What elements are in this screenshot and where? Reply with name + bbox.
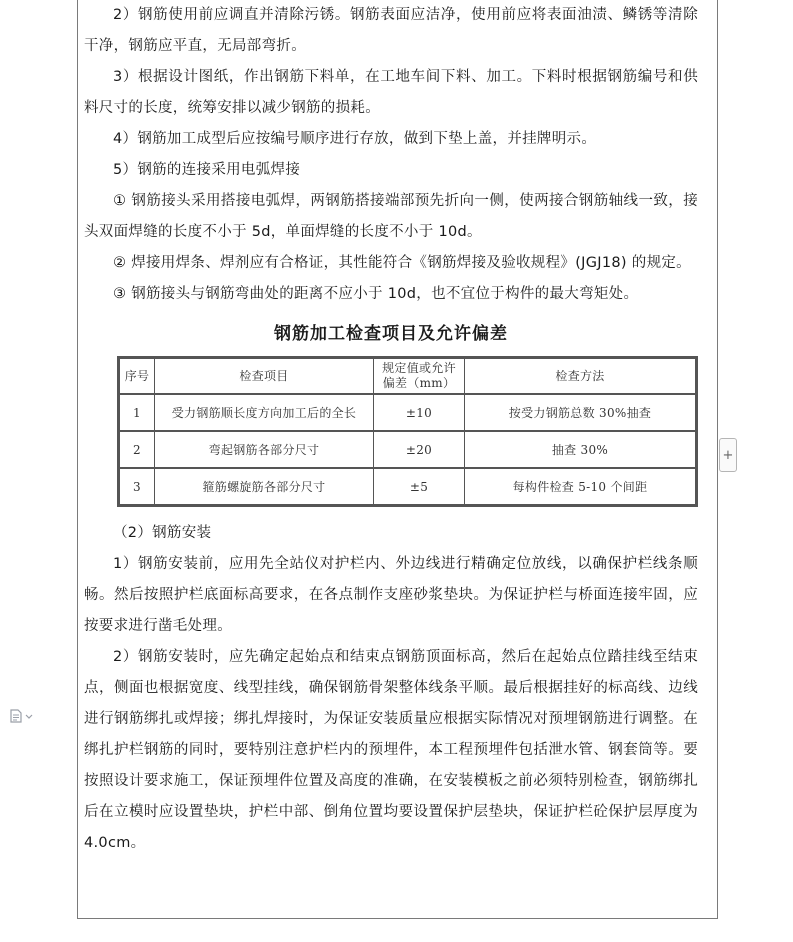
table-row: [119, 431, 697, 468]
document-icon: [9, 709, 35, 723]
cell-no: 2: [119, 431, 155, 468]
cell-deviation: ±5: [374, 468, 465, 506]
spacer: [84, 507, 698, 518]
paragraph: 2）钢筋安装时，应先确定起始点和结束点钢筋顶面标高，然后在起始点位踏挂线至结束点，侧面也根据宽度、线型挂线，确保钢筋骨架整体线条平顺。最后根据挂好的标高线、边线进行钢筋绑扎或焊接；绑扎焊接时，为保证安装质量应根据实际情况对预埋钢筋进行调整。在绑扎护栏钢筋的同时，要特别注意护栏内的预埋件，本工程预埋件包括泄水管、钢套筒等。要按照设计要求施工，保证预埋件位置及高度的准确，在安装模板之前必须特别检查，钢筋绑扎后在立模时应设置垫块，护栏中部、倒角位置均要设置保护层垫块，保证护栏砼保护层厚度为 4.0cm。: [84, 649, 698, 851]
table-title: 钢筋加工检查项目及允许偏差: [274, 324, 508, 344]
cell-item: 弯起钢筋各部分尺寸: [155, 431, 374, 468]
section-heading: （2）钢筋安装: [113, 525, 212, 541]
paragraph: 1）钢筋安装前，应用先全站仪对护栏内、外边线进行精确定位放线，以确保护栏线条顺畅。然后按照护栏底面标高要求，在各点制作支座砂浆垫块。为保证护栏与桥面连接牢固，应按要求进行凿毛处理。: [84, 556, 698, 634]
paragraph: ② 焊接用焊条、焊剂应有合格证，其性能符合《钢筋焊接及验收规程》(JGJ18) 的规定。: [113, 255, 691, 271]
header-method: 检查方法: [465, 358, 697, 395]
document-body: [84, 0, 698, 859]
cell-item: 受力钢筋顺长度方向加工后的全长: [155, 394, 374, 431]
table-header-row: [119, 358, 697, 395]
table-row: [119, 394, 697, 431]
paragraph: ③ 钢筋接头与钢筋弯曲处的距离不应小于 10d，也不宜位于构件的最大弯矩处。: [113, 286, 639, 302]
cell-method: 按受力钢筋总数 30%抽查: [465, 394, 697, 431]
cell-no: 3: [119, 468, 155, 506]
paragraph: 3）根据设计图纸，作出钢筋下料单，在工地车间下料、加工。下料时根据钢筋编号和供料尺寸的长度，统筹安排以减少钢筋的损耗。: [84, 69, 698, 116]
paragraph: 4）钢筋加工成型后应按编号顺序进行存放，做到下垫上盖，并挂牌明示。: [113, 131, 597, 147]
document-menu[interactable]: [9, 709, 35, 723]
cell-method: 抽查 30%: [465, 431, 697, 468]
table-row: [119, 468, 697, 506]
paragraph: 5）钢筋的连接采用电弧焊接: [113, 162, 301, 178]
cell-deviation: ±10: [374, 394, 465, 431]
paragraph: 2）钢筋使用前应调直并清除污锈。钢筋表面应洁净，使用前应将表面油渍、鳞锈等清除干净，钢筋应平直，无局部弯折。: [84, 7, 698, 54]
header-item: 检查项目: [155, 358, 374, 395]
cell-method: 每构件检查 5-10 个间距: [465, 468, 697, 506]
cell-deviation: ±20: [374, 431, 465, 468]
paragraph: ① 钢筋接头采用搭接电弧焊，两钢筋搭接端部预先折向一侧，使两接合钢筋轴线一致，接头双面焊缝的长度不小于 5d，单面焊缝的长度不小于 10d。: [84, 193, 698, 240]
add-comment-button[interactable]: +: [719, 438, 737, 472]
header-deviation: 规定值或允许偏差（mm）: [374, 358, 465, 395]
cell-item: 箍筋螺旋筋各部分尺寸: [155, 468, 374, 506]
inspection-table: [117, 356, 698, 507]
header-no: 序号: [119, 358, 155, 395]
cell-no: 1: [119, 394, 155, 431]
